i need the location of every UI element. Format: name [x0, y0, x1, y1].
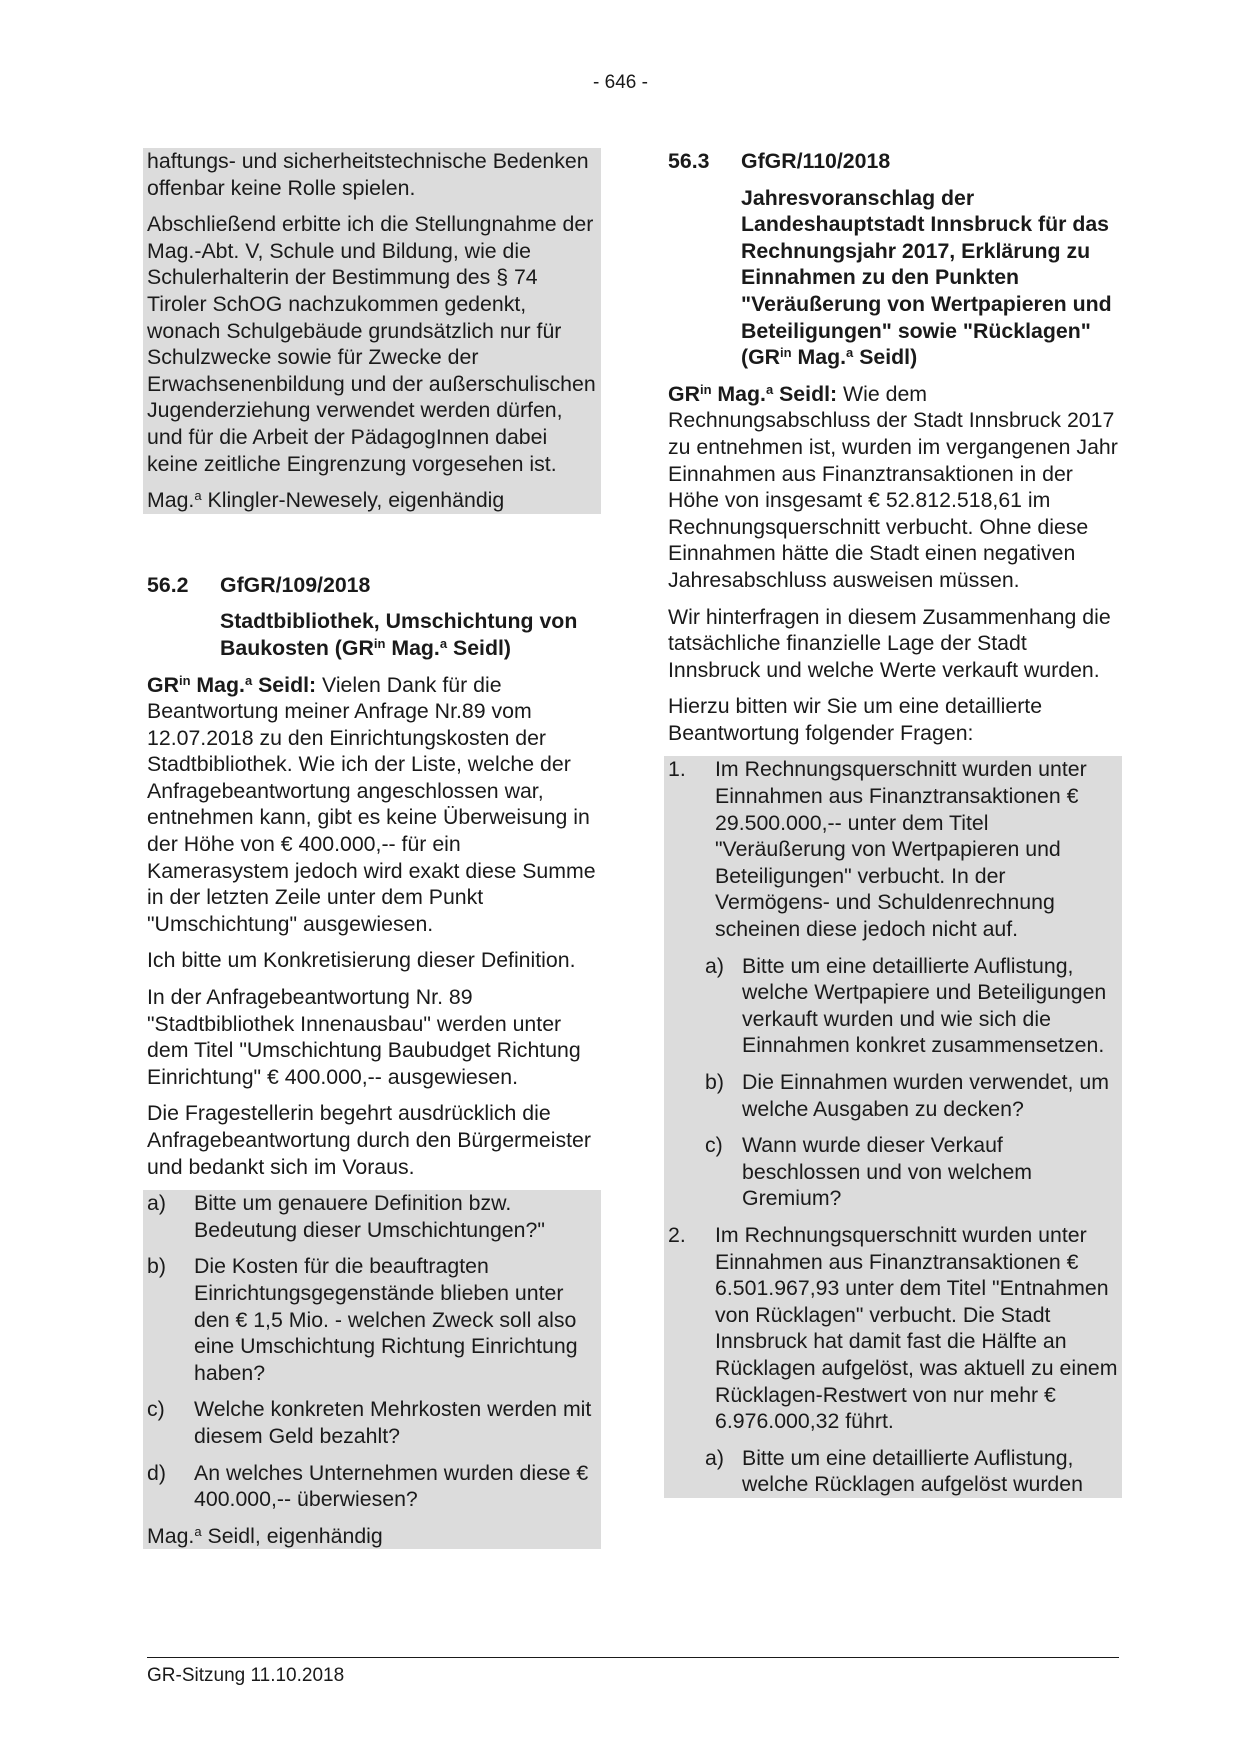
- continuation-signature: Mag.$^a$ Klingler-Newesely, eigenhändig: [147, 488, 505, 513]
- footer-rule: [147, 1657, 1119, 1658]
- list-item: d) An welches Unternehmen wurden diese € 400.000,-- überwiesen?: [147, 1460, 589, 1512]
- list-item: 1. Im Rechnungsquerschnitt wurden unter Einnahmen aus Finanztransaktionen € 29.500.000,-- unter dem Titel "Veräußerung von Wertpapieren und Beteiligungen" verbucht. In der Vermögens- und Schuldenrechnung scheinen diese jedoch nicht auf.: [668, 757, 1087, 942]
- section-code: GfGR/110/2018: [741, 149, 891, 173]
- request-paragraph-3: In der Anfragebeantwortung Nr. 89 "Stadtbibliothek Innenausbau" werden unter dem Titel "Umschichtung Baubudget Richtung Einrichtung" € 400.000,-- ausgewiesen.: [147, 985, 581, 1089]
- question-list: [143, 1190, 601, 1549]
- continuation-paragraph-1: haftungs- und sicherheitstechnische Bedenken offenbar keine Rolle spielen.: [147, 149, 589, 200]
- request-paragraph-4: Die Fragestellerin begehrt ausdrücklich die Anfragebeantwortung durch den Bürgermeister und bedankt sich im Voraus.: [147, 1101, 591, 1179]
- speaker-name: $GR^{in}$ Mag.$^a$ Seidl:: [668, 381, 838, 406]
- sub-list-item: b) Die Einnahmen wurden verwendet, um welche Ausgaben zu decken?: [705, 1070, 1109, 1121]
- request-paragraph-2: Ich bitte um Konkretisierung dieser Definition.: [147, 948, 576, 973]
- footer-text: GR-Sitzung 11.10.2018: [147, 1665, 345, 1686]
- signature: Mag.$^a$ Seidl, eigenhändig: [147, 1523, 383, 1548]
- sub-list-item: a) Bitte um eine detaillierte Auflistung, welche Wertpapiere und Beteiligungen verkauft wurden und wie sich die Einnahmen konkret zusammensetzen.: [705, 953, 1107, 1058]
- section-title: Jahresvoranschlag der Landeshauptstadt Innsbruck für das Rechnungsjahr 2017, Erklärung zu Einnahmen zu den Punkten "Veräußerung von Wertpapieren und Beteiligungen" sowie "Rücklagen" ($GR^{in}$ Mag.$^a$ Seidl): [741, 185, 1112, 370]
- list-item: 2. Im Rechnungsquerschnitt wurden unter Einnahmen aus Finanztransaktionen € 6.501.967,93 unter dem Titel "Entnahmen von Rücklagen" verbucht. Die Stadt Innsbruck hat damit fast die Hälfte an Rücklagen aufgelöst, was aktuell zu einem Rücklagen-Restwert von nur mehr € 6.976.000,32 führt.: [668, 1222, 1118, 1434]
- speaker-name: $GR^{in}$ Mag.$^a$ Seidl:: [147, 672, 317, 697]
- previous-request-continuation: [143, 148, 601, 514]
- section-code: GfGR/109/2018: [220, 572, 371, 597]
- request-paragraph-1: $GR^{in}$ Mag.$^a$ Seidl: Wie dem Rechnungsabschluss der Stadt Innsbruck 2017 zu entnehmen ist, wurden im vergangenen Jahr Einnahmen aus Finanztransaktionen in der Höhe von insgesamt € 52.812.518,61 im Rechnungsquerschnitt verbucht. Ohne diese Einnahmen hätte die Stadt einen negativen Jahresabschluss ausweisen müssen.: [668, 381, 1118, 592]
- left-column: [147, 148, 597, 1549]
- list-item: c) Welche konkreten Mehrkosten werden mit diesem Geld bezahlt?: [147, 1397, 592, 1448]
- section-heading-56-3: [668, 148, 1118, 175]
- request-paragraph-3: Hierzu bitten wir Sie um eine detaillierte Beantwortung folgender Fragen:: [668, 694, 1043, 745]
- request-paragraph-2: Wir hinterfragen in diesem Zusammenhang die tatsächliche finanzielle Lage der Stadt Innsbruck und welche Werte verkauft wurden.: [668, 604, 1111, 682]
- list-item: a) Bitte um genauere Definition bzw. Bedeutung dieser Umschichtungen?": [147, 1191, 545, 1242]
- section-title: Stadtbibliothek, Umschichtung von Baukosten ($GR^{in}$ Mag.$^a$ Seidl): [220, 609, 578, 660]
- list-item: b) Die Kosten für die beauftragten Einrichtungsgegenstände blieben unter den € 1,5 Mio. - welchen Zweck soll also eine Umschichtung Richtung Einrichtung haben?: [147, 1254, 578, 1385]
- sub-list-item: c) Wann wurde dieser Verkauf beschlossen und von welchem Gremium?: [705, 1133, 1033, 1211]
- section-number: 56.2: [147, 572, 189, 597]
- section-number: 56.3: [668, 149, 710, 173]
- continuation-paragraph-2: Abschließend erbitte ich die Stellungnahme der Mag.-Abt. V, Schule und Bildung, wie die Schulerhalterin der Bestimmung des § 74 Tiroler SchOG nachzukommen gedenkt, wonach Schulgebäude grundsätzlich nur für Schulzwecke sowie für Zwecke der Erwachsenenbildung und der außerschulischen Jugenderziehung verwendet werden dürfen, und für die Arbeit der PädagogInnen dabei keine zeitliche Eingrenzung vorgesehen ist.: [147, 212, 596, 476]
- page-number: - 646 -: [593, 72, 648, 93]
- question-list: [664, 756, 1122, 1497]
- section-heading-56-2: [147, 572, 597, 599]
- right-column: [668, 148, 1118, 1498]
- request-paragraph-1: $GR^{in}$ Mag.$^a$ Seidl: Vielen Dank für die Beantwortung meiner Anfrage Nr.89 vom 12.07.2018 zu den Einrichtungskosten der Stadtbibliothek. Wie ich der Liste, welche der Anfragebeantwortung angeschlossen war, entnehmen kann, gibt es keine Überweisung in der Höhe von € 400.000,-- für ein Kamerasystem jedoch wird exakt diese Summe in der letzten Zeile unter dem Punkt "Umschichtung" ausgewiesen.: [147, 672, 596, 936]
- sub-list-item: a) Bitte um eine detaillierte Auflistung, welche Rücklagen aufgelöst wurden: [705, 1445, 1083, 1497]
